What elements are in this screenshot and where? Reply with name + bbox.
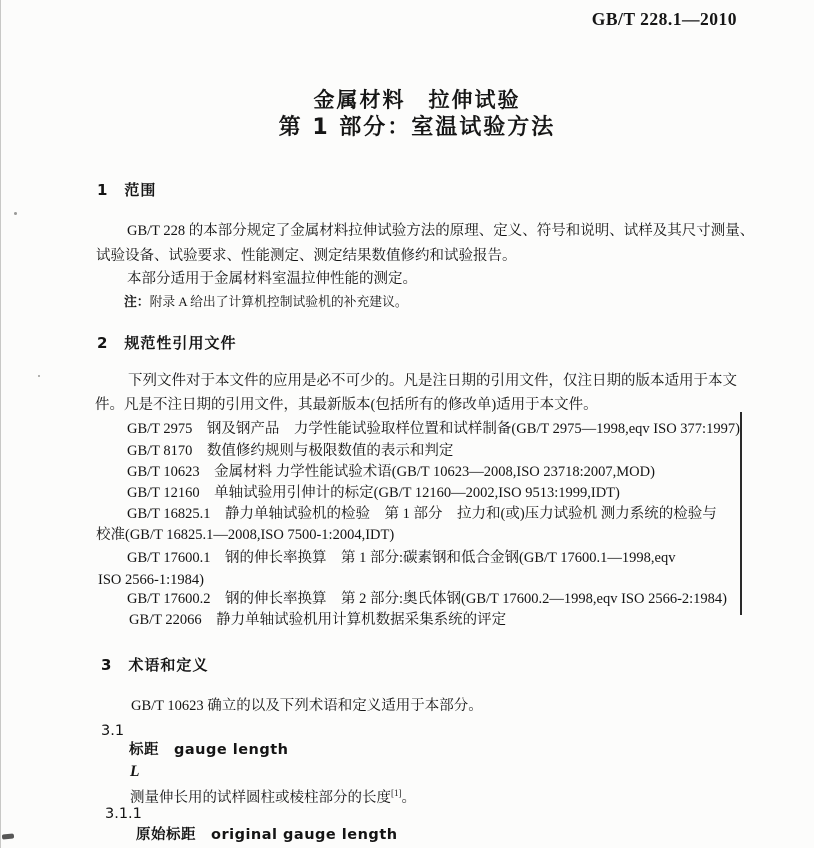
scope-paragraph-line: GB/T 228 的本部分规定了金属材料拉伸试验方法的原理、定义、符号和说明、试样及其尺寸测量、 <box>127 223 755 239</box>
note-text: 附录 A 给出了计算机控制试验机的补充建议。 <box>149 295 408 309</box>
reference-item-continuation: ISO 2566-1:1984) <box>98 572 204 588</box>
revision-change-bar <box>740 412 742 615</box>
reference-item: GB/T 10623 金属材料 力学性能试验术语(GB/T 10623—2008,ISO 23718:2007,MOD) <box>127 464 655 480</box>
term-3-1-definition <box>130 784 416 807</box>
references-intro-line: 件。凡是不注日期的引用文件，其最新版本(包括所有的修改单)适用于本文件。 <box>95 397 598 413</box>
scope-paragraph-line: 试验设备、试验要求、性能测定、测定结果数值修约和试验报告。 <box>96 248 517 264</box>
definition-text: 测量伸长用的试样圆柱或棱柱部分的长度 <box>130 790 391 806</box>
reference-item: GB/T 17600.2 钢的伸长率换算 第 2 部分:奥氏体钢(GB/T 17600.2—1998,eqv ISO 2566-2:1984) <box>127 591 727 607</box>
standard-code: GB/T 228.1—2010 <box>591 9 737 29</box>
page-left-edge <box>0 0 1 848</box>
scan-speck <box>38 375 40 377</box>
terms-intro: GB/T 10623 确立的以及下列术语和定义适用于本部分。 <box>131 698 483 714</box>
reference-item: GB/T 22066 静力单轴试验机用计算机数据采集系统的评定 <box>129 612 507 628</box>
term-3-1-1-number: 3.1.1 <box>105 806 142 822</box>
section-2-heading: 2 规范性引用文件 <box>97 334 237 352</box>
references-intro-line: 下列文件对于本文件的应用是必不可少的。凡是注日期的引用文件，仅注日期的版本适用于本文 <box>128 373 737 389</box>
scan-speck <box>14 212 17 215</box>
term-3-1-1-name: 原始标距 original gauge length <box>136 827 398 843</box>
definition-period: 。 <box>401 790 416 806</box>
reference-item: GB/T 12160 单轴试验用引伸计的标定(GB/T 12160—2002,ISO 9513:1999,IDT) <box>127 485 620 501</box>
reference-item: GB/T 17600.1 钢的伸长率换算 第 1 部分:碳素钢和低合金钢(GB/T 17600.1—1998,eqv <box>127 550 676 566</box>
reference-item-continuation: 校准(GB/T 16825.1—2008,ISO 7500-1:2004,IDT) <box>96 527 395 543</box>
scope-note <box>124 293 408 312</box>
document-title-line2: 第 1 部分：室温试验方法 <box>278 115 556 140</box>
scan-smudge <box>2 833 14 839</box>
definition-footnote-ref: [1] <box>391 788 402 798</box>
section-3-heading: 3 术语和定义 <box>101 656 209 674</box>
term-3-1-name: 标距 gauge length <box>129 742 289 758</box>
reference-item: GB/T 8170 数值修约规则与极限数值的表示和判定 <box>127 443 454 459</box>
document-title-line1: 金属材料 拉伸试验 <box>313 88 521 112</box>
term-3-1-symbol: L <box>130 763 140 780</box>
reference-item: GB/T 2975 钢及钢产品 力学性能试验取样位置和试样制备(GB/T 2975—1998,eqv ISO 377:1997) <box>127 421 740 437</box>
section-1-heading: 1 范围 <box>97 181 157 199</box>
reference-item: GB/T 16825.1 静力单轴试验机的检验 第 1 部分 拉力和(或)压力试验机 测力系统的检验与 <box>127 506 717 522</box>
scope-paragraph-line: 本部分适用于金属材料室温拉伸性能的测定。 <box>127 271 417 287</box>
note-label: 注： <box>124 295 150 310</box>
term-3-1-number: 3.1 <box>101 723 125 739</box>
